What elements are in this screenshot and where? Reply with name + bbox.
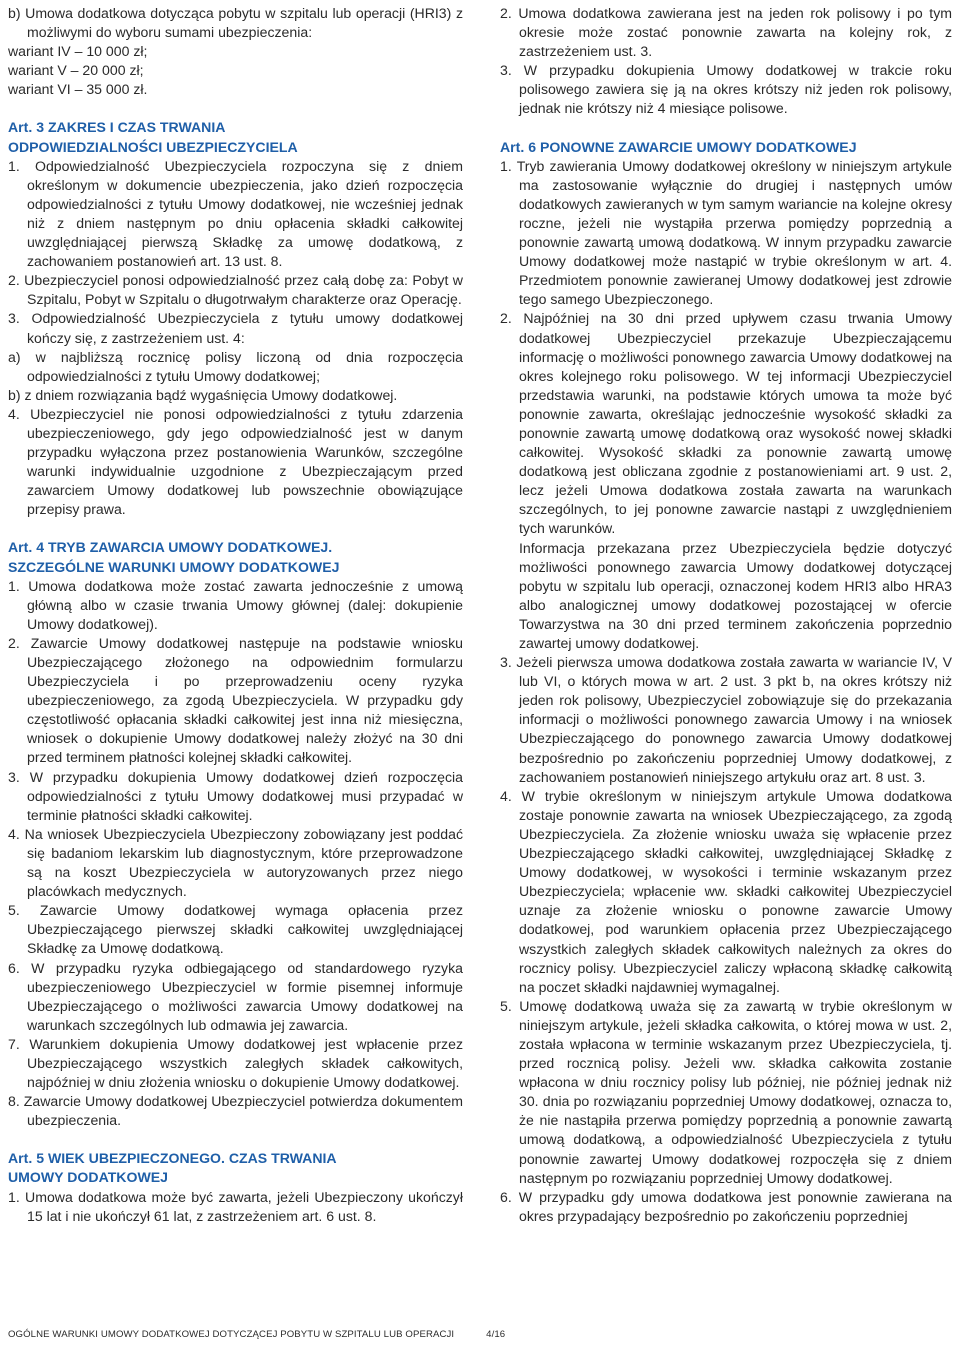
art5-heading-line2: UMOWY DODATKOWEJ bbox=[8, 1169, 168, 1186]
art3-heading-line1: Art. 3 ZAKRES I CZAS TRWANIA bbox=[8, 119, 226, 136]
art4-heading-line2: SZCZEGÓLNE WARUNKI UMOWY DODATKOWEJ bbox=[8, 558, 340, 575]
art4-para-1: 1. Umowa dodatkowa może zostać zawarta jednocześnie z umową główną albo w czasie trwania Umowy głównej (dalej: dokupienie Umowy dodatkowej). bbox=[8, 577, 463, 632]
art6-para-3: 3. Jeżeli pierwsza umowa dodatkowa została zawarta w wariancie IV, V lub VI, o których mowa w art. 2 ust. 3 pkt b, na okres krótszy niż jeden rok polisowy, Ubezpieczyciel zobowiązuje się do przekazania informacji o możliwości ponownego zawarcia Umowy i na wniosek Ubezpieczającego do ponownego zawarcia Umowy dodatkowej bezpośrednio po zakończeniu poprzedniej Umowy dodatkowej, z zachowaniem postanowień niniejszego artykułu oraz art. 8 ust. 3. bbox=[500, 654, 952, 785]
art3-para-4: 4. Ubezpieczyciel nie ponosi odpowiedzialności z tytułu zdarzenia ubezpieczeniowego, gdy jego odpowiedzialność jest w danym przypadku wyłączona przez postanowienia Warunków, szczególne warunki indywidualnie uzgodnione z Ubezpieczającym przed zawarciem Umowy dodatkowej lub powszechnie obowiązujące przepisy prawa. bbox=[8, 405, 463, 518]
variant-v: wariant V – 20 000 zł; bbox=[8, 62, 144, 79]
art3-heading-line2: ODPOWIEDZIALNOŚCI UBEZPIECZYCIELA bbox=[8, 138, 298, 155]
variant-iv: wariant IV – 10 000 zł; bbox=[8, 43, 148, 60]
art3-para-3a: a) w najbliższą rocznicę polisy liczoną od dnia rozpoczęcia odpowiedzialności z tytułu Umowy dodatkowej; bbox=[8, 348, 463, 384]
art6-para-4: 4. W trybie określonym w niniejszym artykule Umowa dodatkowa zostaje ponownie zawarta na wniosek Ubezpieczającego, za zgodą Ubezpieczyciela. Za złożenie wniosku uważa się wpłacenie przez Ubezpieczającego składki całkowitej, uwzględniającej Składkę z Umowy dodatkowej, w wysokości i terminie wskazanym przez Ubezpieczyciela; wpłacenie ww. składki całkowitej Ubezpieczyciel uznaje za złożenie wniosku o ponowne zawarcie Umowy dodatkowej, pod warunkiem opłacenia przez Ubezpieczającego wszystkich zaległych składek całkowitych należnych za okres do rocznicy polisy. Ubezpieczyciel zaliczy wpłaconą składkę całkowitą na poczet składki najdawniej wymagalnej. bbox=[500, 787, 952, 995]
left-column bbox=[8, 4, 463, 1226]
variants-intro: b) Umowa dodatkowa dotycząca pobytu w szpitalu lub operacji (HRI3) z możliwymi do wyboru sumami ubezpieczenia: bbox=[8, 5, 463, 41]
art3-para-3: 3. Odpowiedzialność Ubezpieczyciela z tytułu umowy dodatkowej kończy się, z zastrzeżeniem ust. 4: bbox=[8, 310, 463, 346]
art5-para-2: 2. Umowa dodatkowa zawierana jest na jeden rok polisowy i po tym okresie może zostać ponownie zawarta na kolejny rok, z zastrzeżeniem ust. 3. bbox=[500, 5, 952, 60]
art6-para-2-continued: Informacja przekazana przez Ubezpieczyciela będzie dotyczyć możliwości ponownego zawarcia Umowy dodatkowej dotyczącej pobytu w szpitalu lub operacji, oznaczonej kodem HRI3 albo HRA3 albo analogicznej umowy dodatkowej pozostającej w ofercie Towarzystwa na 30 dni przed terminem zakończenia poprzednio zawartej umowy dodatkowej. bbox=[519, 539, 952, 651]
art3-para-1: 1. Odpowiedzialność Ubezpieczyciela rozpoczyna się z dniem określonym w dokumencie ubezpieczenia, jako dzień rozpoczęcia odpowiedzialności z tytułu Umowy dodatkowej, nie wcześniej jednak niż z dniem następnym po dniu opłacenia składki całkowitej uwzględniającej pierwszą Składkę za umowę dodatkową, z zachowaniem postanowień art. 13 ust. 8. bbox=[8, 157, 463, 270]
art4-para-6: 6. W przypadku ryzyka odbiegającego od standardowego ryzyka ubezpieczeniowego Ubezpieczyciel w formie pisemnej informuje Ubezpieczającego o możliwości zawarcia Umowy dodatkowej na warunkach szczególnych lub odmawia jej zawarcia. bbox=[8, 959, 463, 1033]
right-column bbox=[500, 4, 952, 1226]
art4-para-5: 5. Zawarcie Umowy dodatkowej wymaga opłacenia przez Ubezpieczającego pierwszej składki całkowitej uwzględniającej Składkę za Umowę dodatkową. bbox=[8, 902, 463, 957]
art5-heading-line1: Art. 5 WIEK UBEZPIECZONEGO. CZAS TRWANIA bbox=[8, 1150, 337, 1167]
art6-heading: Art. 6 PONOWNE ZAWARCIE UMOWY DODATKOWEJ bbox=[500, 138, 857, 155]
art4-para-2: 2. Zawarcie Umowy dodatkowej następuje na podstawie wniosku Ubezpieczającego złożonego na odpowiednim formularzu Ubezpieczyciela i po przeprowadzeniu oceny ryzyka ubezpieczeniowego, za zgodą Ubezpieczyciela. W przypadku gdy częstotliwość opłacania składki całkowitej jest inna niż miesięczna, wniosek o dokupienie Umowy dodatkowej należy złożyć na 30 dni przed terminem płatności kolejnej składki całkowitej. bbox=[8, 634, 463, 766]
art6-para-2: 2. Najpóźniej na 30 dni przed upływem czasu trwania Umowy dodatkowej Ubezpieczyciel przekazuje Ubezpieczającemu informację o możliwości ponownego zawarcia Umowy dodatkowej na okres kolejnego roku polisowego. W tej informacji Ubezpieczyciel przedstawia warunki, na podstawie których umowa ta może być ponownie zawarta, określając jednocześnie wysokość składki za ponownie zawartą umowę dodatkową oraz wysokość nowej składki całkowitej. Wysokość składki za ponownie zawartą umowę dodatkową jest obliczana zgodnie z postanowieniami art. 9 ust. 2, lecz jeżeli Umowa dodatkowa została zawarta na warunkach szczególnych, to jej ponowne zawarcie nastąpi z uwzględnieniem tych warunków. bbox=[500, 310, 952, 537]
art4-heading-line1: Art. 4 TRYB ZAWARCIA UMOWY DODATKOWEJ. bbox=[8, 539, 333, 556]
art3-para-2: 2. Ubezpieczyciel ponosi odpowiedzialność przez całą dobę za: Pobyt w Szpitalu, Pobyt w Szpitalu o długotrwałym charakterze oraz Operację. bbox=[8, 272, 463, 308]
art4-para-3: 3. W przypadku dokupienia Umowy dodatkowej dzień rozpoczęcia odpowiedzialności z tytułu Umowy dodatkowej musi przypadać w terminie płatności składki całkowitej. bbox=[8, 768, 463, 823]
page-footer bbox=[8, 1329, 505, 1340]
page-number: 4/16 bbox=[486, 1329, 506, 1340]
art5-para-1: 1. Umowa dodatkowa może być zawarta, jeżeli Ubezpieczony ukończył 15 lat i nie ukończył 61 lat, z zastrzeżeniem art. 6 ust. 8. bbox=[8, 1188, 463, 1224]
footer-document-title: OGÓLNE WARUNKI UMOWY DODATKOWEJ DOTYCZĄCEJ POBYTU W SZPITALU LUB OPERACJI bbox=[8, 1329, 455, 1340]
art4-para-4: 4. Na wniosek Ubezpieczyciela Ubezpieczony zobowiązany jest poddać się badaniom lekarskim lub diagnostycznym, które przeprowadzone są na koszt Ubezpieczyciela w autoryzowanych przez niego placówkach medycznych. bbox=[8, 825, 463, 900]
art4-para-7: 7. Warunkiem dokupienia Umowy dodatkowej jest wpłacenie przez Ubezpieczającego wszystkich zaległych składek całkowitych, najpóźniej w dniu złożenia wniosku o dokupienie Umowy dodatkowej. bbox=[8, 1035, 463, 1091]
art6-para-6: 6. W przypadku gdy umowa dodatkowa jest ponownie zawierana na okres przypadający bezpośrednio po zakończeniu poprzedniej bbox=[500, 1188, 952, 1224]
variant-vi: wariant VI – 35 000 zł. bbox=[8, 81, 148, 98]
art4-para-8: 8. Zawarcie Umowy dodatkowej Ubezpieczyciel potwierdza dokumentem ubezpieczenia. bbox=[8, 1093, 463, 1129]
art3-para-3b: b) z dniem rozwiązania bądź wygaśnięcia Umowy dodatkowej. bbox=[8, 386, 398, 403]
art6-para-1: 1. Tryb zawierania Umowy dodatkowej określony w niniejszym artykule ma zastosowanie wyłącznie do drugiej i następnych umów dodatkowych zawieranych w tym samym wariancie na kolejne okresy roczne, jeżeli nie wystąpiła przerwa pomiędzy poprzednią a ponownie zawartą umową dodatkową. W innym przypadku zawarcie Umowy dodatkowej może nastąpić w trybie określonym w art. 4. Przedmiotem ponownie zawieranej Umowy dodatkowej jest zdrowie tego samego Ubezpieczonego. bbox=[500, 157, 952, 308]
art5-para-3: 3. W przypadku dokupienia Umowy dodatkowej w trakcie roku polisowego zawiera się ją na okres krótszy niż jeden rok polisowy, jednak nie krótszy niż 4 miesiące polisowe. bbox=[500, 62, 952, 117]
art6-para-5: 5. Umowę dodatkową uważa się za zawartą w trybie określonym w niniejszym artykule, jeżeli składka całkowita, o której mowa w ust. 2, została wpłacona w terminie wskazanym przez Ubezpieczyciela, tj. przed rocznicą polisy. Jeżeli ww. składka całkowita zostanie wpłacona w dniu rocznicy polisy lub później, nie później jednak niż 30. dnia po rozwiązaniu poprzedniej Umowy dodatkowej, oznacza to, że nie nastąpiła przerwa pomiędzy poprzednią a ponownie zawartą umową dodatkową, a odpowiedzialność Ubezpieczyciela z tytułu ponownie zawartej Umowy dodatkowej rozpoczęła się z dniem następnym po rozwiązaniu poprzedniej Umowy dodatkowej. bbox=[500, 997, 952, 1186]
